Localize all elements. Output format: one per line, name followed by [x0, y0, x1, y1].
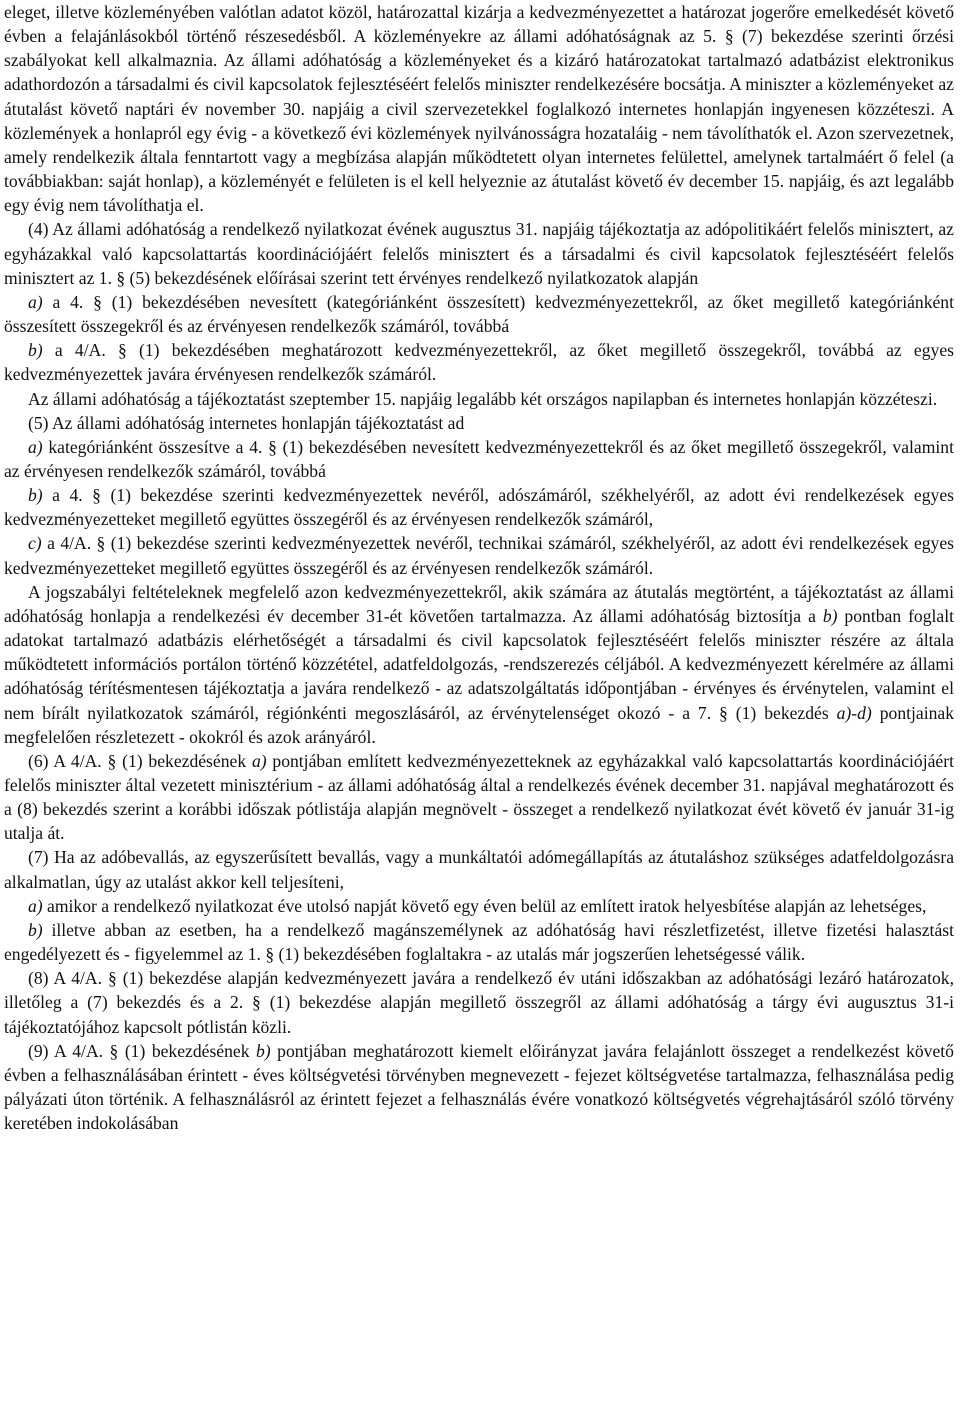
paragraph-5 — [4, 387, 954, 411]
list-item-a — [4, 435, 954, 483]
item-label: b) — [28, 340, 43, 361]
paragraph-15 — [4, 966, 954, 1038]
item-label: b) — [822, 605, 838, 626]
item-label: b) — [28, 485, 43, 506]
paragraph-text: pontjában meghatározott kiemelt előirányzat javára felajánlott összeget a rendelkezést követő évben a felhasználásában érintett - éves költségvetési törvényben megnevezett - fejezet költségvetése tartalmazza, felhasználása pedig pályázati úton történik. A felhasználásról az érintett fejezet a felhasználás évére vonatkozó költségvetés végrehajtásáról szóló törvény keretében indokolásában — [4, 1040, 954, 1134]
paragraph-1 — [4, 0, 954, 217]
paragraph-text: a 4. § (1) bekezdésében nevesített (kategóriánként összesített) kedvezményezettekről, az őket megillető kategóriánként összesített összegekről és az érvényesen rendelkezők számáról, továbbá — [4, 291, 954, 337]
item-label: b) — [256, 1040, 271, 1061]
paragraph-text: A jogszabályi feltételeknek megfelelő azon kedvezményezettekről, akik számára az átutalás megtörtént, a tájékoztatást az állami adóhatóság honlapja a rendelkezési év december 31-ét követően tartalmazza. Az állami adóhatóság biztosítja a — [4, 581, 954, 626]
paragraph-2 — [4, 217, 954, 289]
paragraph-text: eleget, illetve közleményében valótlan adatot közöl, határozattal kizárja a kedvezményezettet a határozat jogerőre emelkedését követő évben a felajánlásokból történő részesedésből. A közleményekre az állami adóhatóságnak az 5. § (7) bekezdése szerinti őrzési szabályokat kell alkalmaznia. Az állami adóhatóság a közleményeket és a kizáró határozatokat tartalmazó adatbázist elektronikus adathordozón a társadalmi és civil kapcsolatok fejlesztéséért felelős miniszter rendelkezésére bocsátja. A miniszter a közleményeket az átutalást követő naptári év november 30. napjáig a civil szervezetekkel foglalkozó internetes honlapján ingyenesen közzéteszi. A közlemények a honlapról egy évig - a következő évi közlemények nyilvánosságra hozataláig - nem távolíthatók el. Azon szervezetnek, amely rendelkezik általa fenntartott vagy a megbízása alapján működtetett olyan internetes felülettel, amelynek tartalmáért ő felel (a továbbiakban: saját honlap), a közleményét e felületen is el kell helyeznie az átutalást követő év december 15. napjáig, és azt legalább egy évig nem távolíthatja el. — [4, 2, 954, 216]
paragraph-text: illetve abban az esetben, ha a rendelkező magánszemélynek az adóhatóság havi részletfizetést, illetve fizetési halasztást engedélyezett és - figyelemmel az 1. § (1) bekezdésében foglaltakra - az utalás már jogszerűen lehetségessé válik. — [4, 919, 954, 965]
paragraph-text: (7) Ha az adóbevallás, az egyszerűsített bevallás, vagy a munkáltatói adómegállapítás az átutaláshoz szükséges adatfeldolgozásra alkalmatlan, úgy az utalást akkor kell teljesíteni, — [4, 847, 954, 892]
paragraph-text: pontjában említett kedvezményezetteknek az egyházakkal való kapcsolattartás koordinációjáért felelős miniszter által vezetett minisztérium - az állami adóhatóság által a rendelkezés évének december 31. napjával meghatározott és a (8) bekezdés szerint a korábbi időszak pótlistája alapján megnövelt - összeget a rendelkező nyilatkozat évét követő év január 31-ig utalja át. — [4, 750, 954, 844]
paragraph-16 — [4, 1039, 954, 1136]
paragraph-text: (9) A 4/A. § (1) bekezdésének — [28, 1040, 256, 1061]
paragraph-6 — [4, 411, 954, 435]
paragraph-text: a 4. § (1) bekezdése szerinti kedvezményezettek nevéről, adószámáról, székhelyéről, az adott évi rendelkezések egyes kedvezményezetteket megillető együttes összegéről és az érvényesen rendelkezők számáról, — [4, 485, 954, 530]
list-item-a — [4, 290, 954, 338]
paragraph-text: pontjainak megfelelően részletezett - okokról és azok arányáról. — [4, 702, 954, 747]
paragraph-text: Az állami adóhatóság a tájékoztatást szeptember 15. napjáig legalább két országos napilapban és internetes honlapján közzéteszi. — [28, 388, 938, 409]
item-label: a) — [28, 895, 43, 916]
paragraph-text: (8) A 4/A. § (1) bekezdése alapján kedvezményezett javára a rendelkező év utáni időszakban az adóhatósági lezáró határozatok, illetőleg a (7) bekezdés és a 2. § (1) bekezdése alapján megillető összegről az állami adóhatóság a tárgy évi augusztus 31-i tájékoztatójához kapcsolt pótlistán közli. — [4, 968, 954, 1037]
item-label: b) — [28, 919, 43, 940]
list-item-b — [4, 338, 954, 386]
paragraph-text: (5) Az állami adóhatóság internetes honlapján tájékoztatást ad — [28, 412, 465, 433]
paragraph-text: a 4/A. § (1) bekezdésében meghatározott kedvezményezettekről, az őket megillető összegekről, továbbá az egyes kedvezményezettek javára érvényesen rendelkezők számáról. — [4, 340, 954, 385]
paragraph-text: pontban foglalt adatokat tartalmazó adatbázis elérhetőségét a társadalmi és civil kapcsolatok fejlesztéséért felelős miniszter részére az általa működtetett információs portálon történő közzététel, adatfeldolgozás, -rendszerezés céljából. A kedvezményezett kérelmére az állami adóhatóság térítésmentesen tájékoztatja a javára rendelkező - az adatszolgáltatás időpontjában - érvényes és érvénytelen, valamint el nem bírált nyilatkozatok számáról, régiónkénti megoszlásáról, az érvénytelenséget okozó - a 7. § (1) bekezdés — [4, 605, 954, 723]
paragraph-12 — [4, 845, 954, 893]
paragraph-text: amikor a rendelkező nyilatkozat éve utolsó napját követő egy éven belül az említett iratok helyesbítése alapján az lehetséges, — [42, 895, 927, 916]
paragraph-10 — [4, 580, 954, 749]
item-label: c) — [28, 533, 42, 554]
item-label: a)-d) — [836, 702, 872, 723]
list-item-b — [4, 918, 954, 966]
list-item-a — [4, 894, 954, 918]
list-item-b — [4, 483, 954, 531]
paragraph-text: (6) A 4/A. § (1) bekezdésének — [28, 750, 252, 771]
item-label: a) — [28, 436, 43, 457]
paragraph-11 — [4, 749, 954, 846]
paragraph-text: a 4/A. § (1) bekezdése szerinti kedvezményezettek nevéről, technikai számáról, székhelyéről, az adott évi rendelkezések egyes kedvezményezetteket megillető együttes összegéről és az érvényesen rendelkezők számáról. — [4, 533, 954, 578]
item-label: a) — [251, 750, 267, 771]
paragraph-text: kategóriánként összesítve a 4. § (1) bekezdésében nevesített kedvezményezettekről és az őket megillető összegekről, valamint az érvényesen rendelkezők számáról, továbbá — [4, 436, 954, 481]
list-item-c — [4, 531, 954, 579]
item-label: a) — [28, 291, 43, 312]
paragraph-text: (4) Az állami adóhatóság a rendelkező nyilatkozat évének augusztus 31. napjáig tájékoztatja az adópolitikáért felelős minisztert, az egyházakkal való kapcsolattartás koordinációjáért felelős minisztert és a társadalmi és civil kapcsolatok fejlesztéséért felelős minisztert az 1. § (5) bekezdésének előírásai szerint tett érvényes rendelkező nyilatkozatok alapján — [4, 219, 954, 288]
